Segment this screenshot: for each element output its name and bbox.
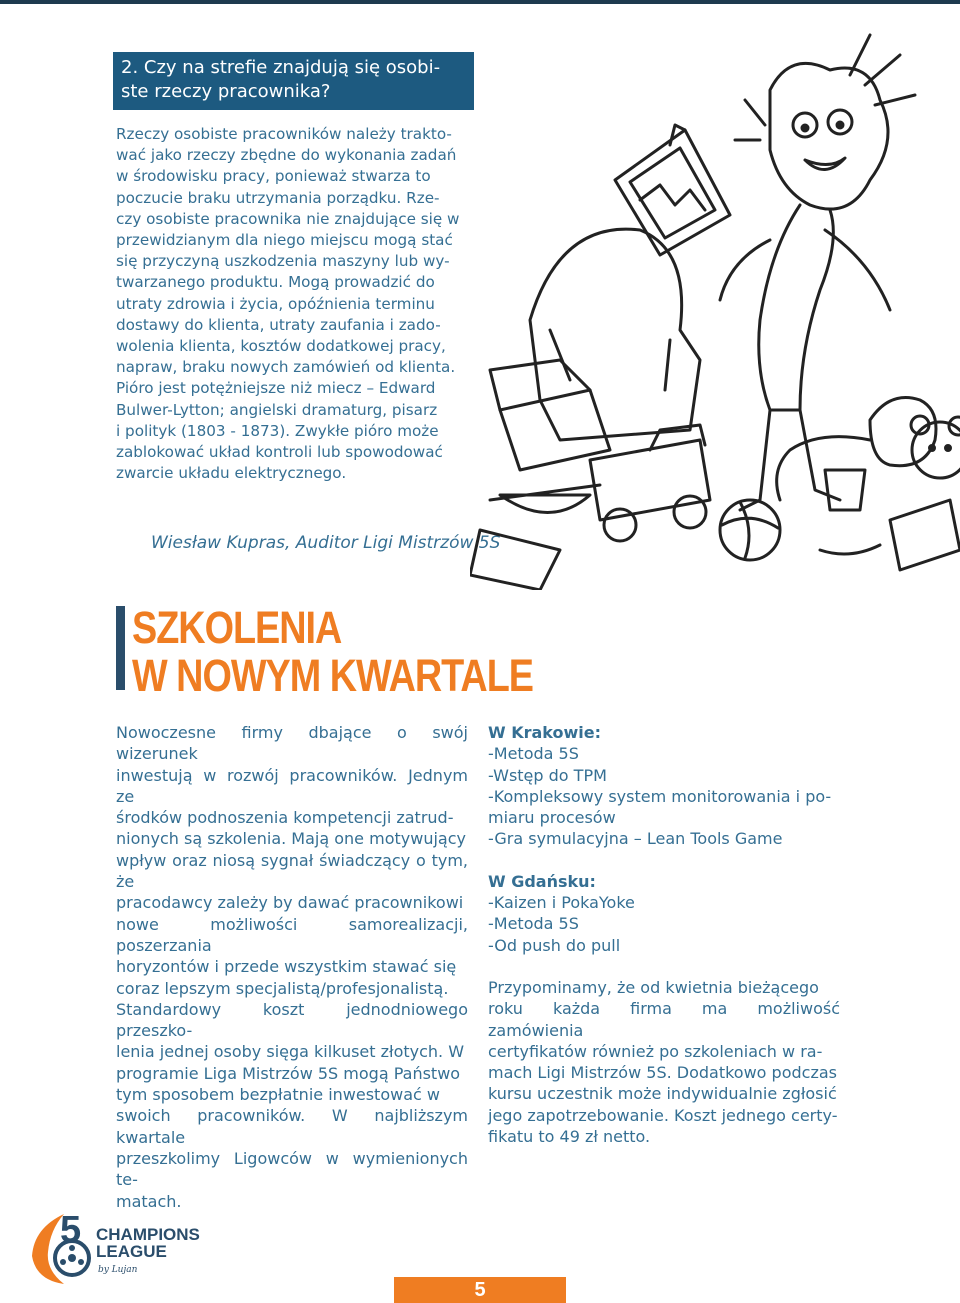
left-line: matach. <box>116 1191 182 1211</box>
reminder-line: Przypominamy, że od kwietnia bieżącego <box>488 977 819 997</box>
article-line: Bulwer-Lytton; angielski dramaturg, pisarz <box>116 400 438 419</box>
article-line: w środowisku pracy, ponieważ stwarza to <box>116 167 431 186</box>
reminder-line: jego zapotrzebowanie. Koszt jednego certy- <box>488 1105 838 1125</box>
gdansk-item: -Od push do pull <box>488 935 621 955</box>
krakow-item: -Metoda 5S <box>488 744 579 764</box>
left-line: tym sposobem bezpłatnie inwestować w <box>116 1085 440 1105</box>
article-line: zablokować układ kontroli lub spowodować <box>116 443 443 462</box>
article-line: wać jako rzeczy zbędne do wykonania zadań <box>116 146 457 165</box>
krakow-title: W Krakowie: <box>488 723 602 742</box>
toy-truck-icon <box>590 440 710 520</box>
gdansk-item: -Metoda 5S <box>488 914 579 934</box>
article-line: wolenia klienta, kosztów dodatkowej pracy, <box>116 337 446 356</box>
heading-line-1: SZKOLENIA <box>132 602 342 653</box>
person-body-icon <box>759 205 834 410</box>
article-body <box>116 124 476 484</box>
article-signature: Wiesław Kupras, Auditor Ligi Mistrzów 5S <box>151 533 501 553</box>
heading-line-2: W NOWYM KWARTALE <box>132 650 534 701</box>
page-number: 5 <box>394 1277 566 1303</box>
krakow-item: miaru procesów <box>488 808 616 828</box>
person-head-icon <box>770 63 888 209</box>
cartoon-illustration <box>470 30 960 590</box>
article-line: przewidzianym dla niego miejscu mogą stać <box>116 231 453 250</box>
logo-number: 5 <box>60 1209 82 1251</box>
reminder-line: roku każda firma ma możliwość zamówienia <box>488 999 840 1040</box>
left-line: wpływ oraz niosą sygnał świadczący o tym, że <box>116 850 468 892</box>
left-line: nionych są szkolenia. Mają one motywujący <box>116 829 466 849</box>
left-line: nowe możliwości samorealizacji, poszerzania <box>116 914 468 955</box>
article-line: Rzeczy osobiste pracowników należy trakto- <box>116 125 452 143</box>
papers-icon <box>470 530 560 590</box>
reminder-line: certyfikatów również po szkoleniach w ra- <box>488 1041 823 1061</box>
left-line: przeszkolimy Ligowców w wymienionych te- <box>116 1148 468 1190</box>
article-line: się przyczyną uszkodzenia maszyny lub wy- <box>116 252 450 271</box>
article-line: dostawy do klienta, utraty zaufania i zado- <box>116 315 441 334</box>
left-column <box>116 722 468 1212</box>
left-line: horyzontów i przede wszystkim stawać się <box>116 957 457 977</box>
top-rule <box>0 0 960 4</box>
article-line: twarzanego produktu. Mogą prowadzić do <box>116 273 435 292</box>
champions-league-logo <box>24 1208 224 1288</box>
gdansk-title: W Gdańsku: <box>488 871 596 891</box>
heading-bar <box>116 606 125 690</box>
left-line: pracodawcy zależy by dawać pracownikowi <box>116 893 464 913</box>
krakow-item: -Wstęp do TPM <box>488 765 607 785</box>
logo-tagline: by Lujan <box>98 1265 138 1275</box>
reminder-line: mach Ligi Mistrzów 5S. Dodatkowo podczas <box>488 1063 837 1083</box>
right-column <box>488 722 840 1147</box>
cup-icon <box>825 470 865 510</box>
krakow-item: -Kompleksowy system monitorowania i po- <box>488 786 832 806</box>
article-line: czy osobiste pracownika nie znajdujące się w <box>116 209 460 228</box>
question-box <box>113 52 474 110</box>
left-line: środków podnoszenia kompetencji zatrud- <box>116 808 454 828</box>
left-line: swoich pracowników. W najbliższym kwartale <box>116 1106 468 1147</box>
armchair-icon <box>530 229 700 440</box>
left-line: coraz lepszym specjalistą/profesjonalistą. <box>116 978 449 998</box>
reminder-line: kursu uczestnik może indywidualnie zgłosić <box>488 1084 837 1104</box>
article-line: zwarcie układu elektrycznego. <box>116 464 347 483</box>
logo-line-2: LEAGUE <box>96 1242 167 1261</box>
question-line-1: 2. Czy na strefie znajdują się osobi- <box>121 57 441 78</box>
spacer <box>488 850 840 871</box>
section-heading <box>132 604 533 700</box>
article-line: napraw, braku nowych zamówień od klienta. <box>116 358 456 377</box>
left-line: lenia jednej osoby sięga kilkuset złotych. W <box>116 1042 465 1062</box>
article-line: poczucie braku utrzymania porządku. Rze- <box>116 188 440 207</box>
gdansk-item: -Kaizen i PokaYoke <box>488 893 635 913</box>
left-line: inwestują w rozwój pracowników. Jednym ze <box>116 765 468 806</box>
reminder-line: fikatu to 49 zł netto. <box>488 1127 651 1147</box>
left-line: programie Liga Mistrzów 5S mogą Państwo <box>116 1063 461 1083</box>
article-line: utraty zdrowia i życia, opóźnienia terminu <box>116 294 435 313</box>
article-line: i polityk (1803 - 1873). Zwykłe pióro może <box>116 421 439 440</box>
left-line: Nowoczesne firmy dbające o swój wizerunek <box>116 723 468 764</box>
question-line-2: ste rzeczy pracownika? <box>121 81 331 102</box>
logo-line-1: CHAMPIONS <box>96 1225 200 1244</box>
article-line: Pióro jest potężniejsze niż miecz – Edward <box>116 379 436 398</box>
krakow-item: -Gra symulacyjna – Lean Tools Game <box>488 829 783 849</box>
picture-frame-icon <box>615 130 730 255</box>
spacer <box>488 956 840 977</box>
left-line: Standardowy koszt jednodniowego przeszko- <box>116 999 468 1041</box>
